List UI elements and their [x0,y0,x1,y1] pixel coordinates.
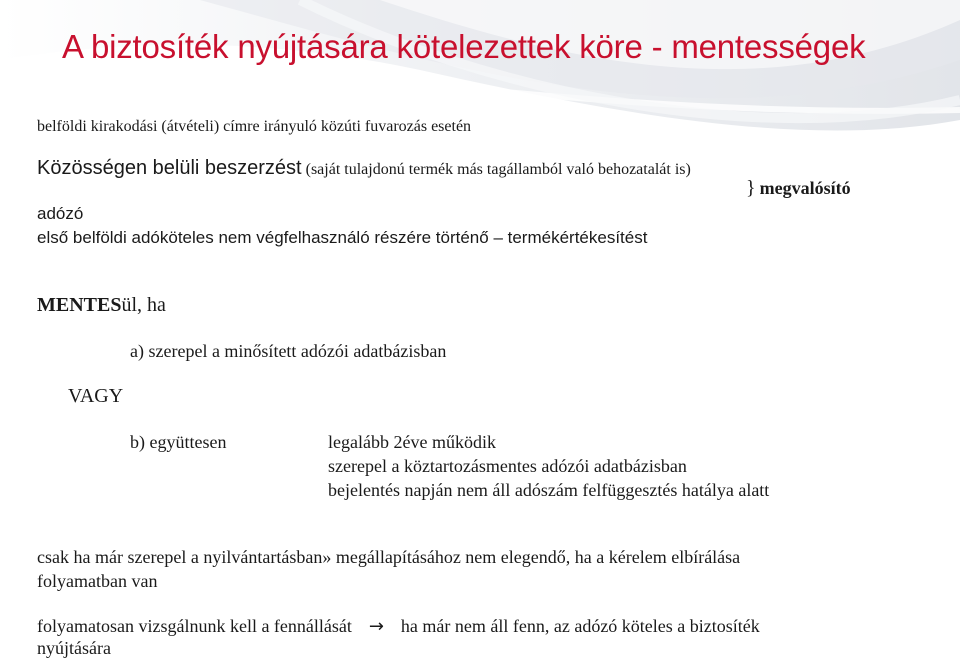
brace-glyph: } [746,177,756,199]
note-1-line-2: folyamatban van [37,571,158,591]
note-1-line-1: csak ha már szerepel a nyilvántartásban» megállapításához nem elegendő, ha a kérelem elbírálása [37,547,741,567]
option-a: a) szerepel a minősített adózói adatbázisban [130,341,447,361]
condition-3: bejelentés napján nem áll adószám felfüggesztés hatálya alatt [328,480,770,500]
note-2-line-2: nyújtására [37,638,111,658]
mentes-rest: ül, ha [121,294,166,316]
megvalosito-label: megvalósító [759,178,851,198]
mentesul-line [37,294,166,317]
condition-2: szerepel a köztartozásmentes adózói adatbázisban [328,456,687,476]
arrow-right-icon: → [368,616,384,637]
condition-1: legalább 2éve működik [328,432,496,452]
line-elso-belfoldi: első belföldi adóköteles nem végfelhasználó részére történő – termékértékesítést [37,228,648,247]
line-kozossegen-main: Közösségen belüli beszerzést [37,157,302,179]
page-title: A biztosíték nyújtására kötelezettek köre - mentességek [62,28,866,65]
brace-megvalosito [746,177,851,200]
note-2-part-a: folyamatosan vizsgálnunk kell a fennállását [37,616,352,636]
line-kirakodasi: belföldi kirakodási (átvételi) címre irányuló közúti fuvarozás esetén [37,118,472,135]
note-2-part-b: ha már nem áll fenn, az adózó köteles a biztosíték [400,616,760,636]
note-2-line-1 [37,616,760,637]
vagy-label: VAGY [68,385,124,407]
option-b: b) együttesen [130,432,227,452]
adozo-label: adózó [37,204,84,223]
line-kozossegen-paren: (saját tulajdonú termék más tagállamból való behozatalát is) [305,161,691,178]
line-kozossegen [37,157,691,180]
mentes-bold: MENTES [37,294,122,316]
